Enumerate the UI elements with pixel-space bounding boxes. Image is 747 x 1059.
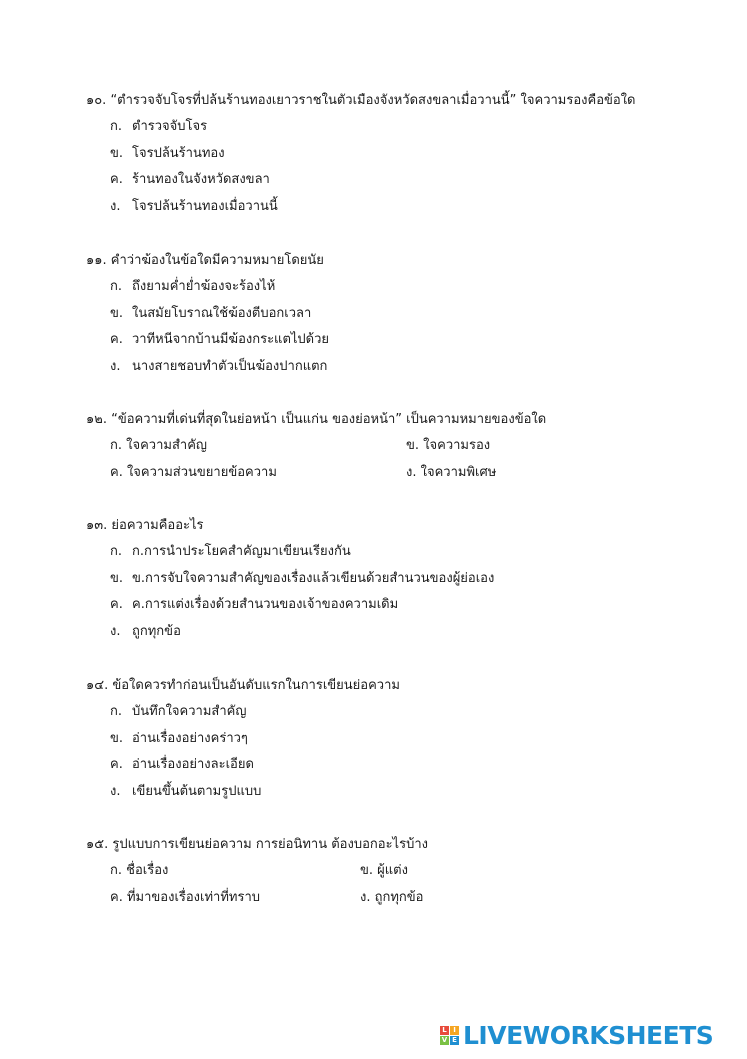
- option-text: ตำรวจจับโจร: [132, 119, 208, 134]
- option-text: บันทึกใจความสำคัญ: [132, 704, 247, 719]
- option-text: ค.การแต่งเรื่องด้วยสำนวนของเจ้าของความเดิม: [132, 597, 399, 612]
- logo-mark-letter: E: [450, 1036, 459, 1045]
- option-letter: ค.: [110, 172, 123, 187]
- option-d[interactable]: [86, 194, 726, 221]
- question-text: ๑๔. ข้อใดควรทำก่อนเป็นอันดับแรกในการเขียนย่อความ: [86, 678, 400, 693]
- option-text: อ่านเรื่องอย่างคร่าวๆ: [132, 730, 248, 746]
- option-letter: ข.: [110, 145, 124, 161]
- liveworksheets-logo[interactable]: [440, 1019, 713, 1051]
- question-text: ๑๕. รูปแบบการเขียนย่อความ การย่อนิทาน ต้องบอกอะไรบ้าง: [86, 837, 428, 852]
- option-text: ก.การนำประโยคสำคัญมาเขียนเรียงกัน: [132, 544, 351, 559]
- option-a[interactable]: ก. ใจความสำคัญ: [110, 438, 207, 453]
- option-c[interactable]: [86, 167, 726, 194]
- option-c[interactable]: [86, 752, 726, 779]
- option-d[interactable]: ง. ใจความพิเศษ: [406, 464, 497, 480]
- logo-text: LIVEWORKSHEETS: [463, 1020, 714, 1050]
- option-letter: ค.: [110, 332, 123, 347]
- option-a[interactable]: [86, 539, 726, 566]
- option-b[interactable]: [86, 141, 726, 168]
- question-10: [86, 88, 726, 220]
- option-text: ร้านทองในจังหวัดสงขลา: [132, 172, 270, 187]
- question-13: [86, 513, 726, 645]
- option-text: นางสายชอบทำตัวเป็นฆ้องปากแตก: [132, 358, 328, 374]
- option-a[interactable]: [86, 699, 726, 726]
- logo-mark-letter: V: [441, 1035, 448, 1044]
- option-b[interactable]: ข. ใจความรอง: [406, 438, 491, 453]
- option-letter: ก.: [110, 544, 123, 559]
- option-text: โจรปล้นร้านทอง: [132, 145, 225, 161]
- option-b[interactable]: ข. ผู้แต่ง: [360, 863, 408, 878]
- option-letter: ค.: [110, 597, 123, 612]
- option-text: โจรปล้นร้านทองเมื่อวานนี้: [132, 198, 278, 214]
- logo-mark-letter: I: [450, 1026, 459, 1035]
- options-grid: [86, 858, 726, 911]
- logo-mark-icon: [440, 1026, 459, 1045]
- question-text: ๑๒. “ข้อความที่เด่นที่สุดในย่อหน้า เป็นแก่น ของย่อหน้า” เป็นความหมายของข้อใด: [86, 412, 547, 427]
- option-c[interactable]: [86, 592, 726, 619]
- question-11: [86, 248, 726, 380]
- option-letter: ก.: [110, 119, 123, 134]
- option-b[interactable]: [86, 566, 726, 593]
- option-letter: ข.: [110, 730, 124, 746]
- question-14: [86, 673, 726, 805]
- option-text: ในสมัยโบราณใช้ฆ้องตีบอกเวลา: [132, 305, 312, 321]
- option-c[interactable]: [86, 327, 726, 354]
- option-d[interactable]: [86, 779, 726, 806]
- option-letter: ง.: [110, 623, 121, 639]
- option-text: อ่านเรื่องอย่างละเอียด: [132, 757, 254, 772]
- option-a[interactable]: [86, 274, 726, 301]
- option-text: ถูกทุกข้อ: [132, 623, 181, 639]
- option-letter: ข.: [110, 305, 124, 321]
- option-d[interactable]: [86, 619, 726, 646]
- option-a[interactable]: [86, 114, 726, 141]
- option-d[interactable]: [86, 354, 726, 381]
- option-letter: ก.: [110, 279, 123, 294]
- logo-mark-letter: L: [440, 1026, 449, 1035]
- option-letter: ง.: [110, 358, 121, 374]
- option-letter: ง.: [110, 198, 121, 214]
- option-letter: ข.: [110, 570, 124, 586]
- option-text: ข.การจับใจความสำคัญของเรื่องแล้วเขียนด้วยสำนวนของผู้ย่อเอง: [132, 570, 495, 586]
- option-letter: ค.: [110, 757, 123, 772]
- option-text: เขียนขึ้นต้นตามรูปแบบ: [132, 783, 262, 799]
- option-c[interactable]: ค. ที่มาของเรื่องเท่าที่ทราบ: [110, 889, 261, 905]
- question-text: ๑๐. “ตำรวจจับโจรที่ปล้นร้านทองเยาวราชในตัวเมืองจังหวัดสงขลาเมื่อวานนี้” ใจความรองคือข้อใด: [86, 93, 636, 108]
- option-b[interactable]: [86, 301, 726, 328]
- option-d[interactable]: ง. ถูกทุกข้อ: [360, 889, 424, 905]
- option-letter: ก.: [110, 704, 123, 719]
- option-text: วาทีหนีจากบ้านมีฆ้องกระแตไปด้วย: [132, 332, 330, 347]
- options-grid: [86, 433, 726, 486]
- option-text: ถึงยามค่ำย่ำฆ้องจะร้องไห้: [132, 279, 276, 294]
- question-text: ๑๓. ย่อความคืออะไร: [86, 518, 204, 533]
- question-12: [86, 407, 726, 486]
- question-text: ๑๑. คำว่าฆ้องในข้อใดมีความหมายโดยนัย: [86, 253, 324, 268]
- question-15: [86, 832, 726, 911]
- option-letter: ง.: [110, 783, 121, 799]
- option-a[interactable]: ก. ชื่อเรื่อง: [110, 863, 169, 878]
- option-b[interactable]: [86, 726, 726, 753]
- option-c[interactable]: ค. ใจความส่วนขยายข้อความ: [110, 464, 277, 480]
